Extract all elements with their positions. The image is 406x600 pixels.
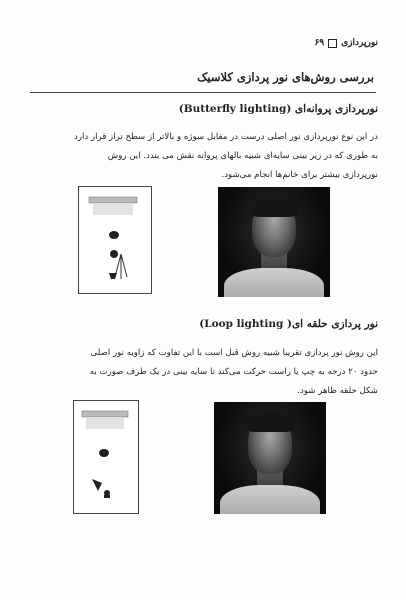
paragraph-line: این روش نور پردازی تقریبا شبیه روش قبل است با این تفاوت که زاویه نور اصلی [90,348,378,358]
running-header [314,38,378,48]
paragraph-line: حدود ۲۰ درجه به چپ یا راست حرکت می‌کند تا سایه بینی در یک طرف صورت به [89,367,378,377]
page-number: ۶۹ [314,38,325,48]
paragraph-loop [33,344,378,401]
square-icon [328,39,337,48]
page-title: بررسی روش‌های نور پردازی کلاسیک [197,70,374,84]
section-heading-butterfly: نورپردازی پروانه‌ای (Butterfly lighting) [178,103,378,115]
chapter-title: نورپردازی [341,38,378,48]
paragraph-line: شکل حلقه ظاهر شود. [297,386,378,396]
butterfly-lighting-portrait [218,187,330,297]
butterfly-lighting-diagram [78,186,152,294]
paragraph-butterfly [33,128,378,185]
title-divider [30,92,376,93]
loop-lighting-diagram [73,400,139,514]
paragraph-line: نورپردازی بیشتر برای خانم‌ها انجام می‌شود. [221,170,378,180]
loop-lighting-portrait [214,402,326,514]
section-heading-loop: نور پردازی حلقه ای( Loop lighting) [199,318,378,330]
paragraph-line: به طوری که در زیر بینی سایه‌ای شبیه بالهای پروانه نقش می بندد. این روش [107,151,378,161]
paragraph-line: در این نوع نورپردازی نور اصلی درست در مقابل سوژه و بالاتر از سطح تراز قرار دارد [74,132,378,142]
